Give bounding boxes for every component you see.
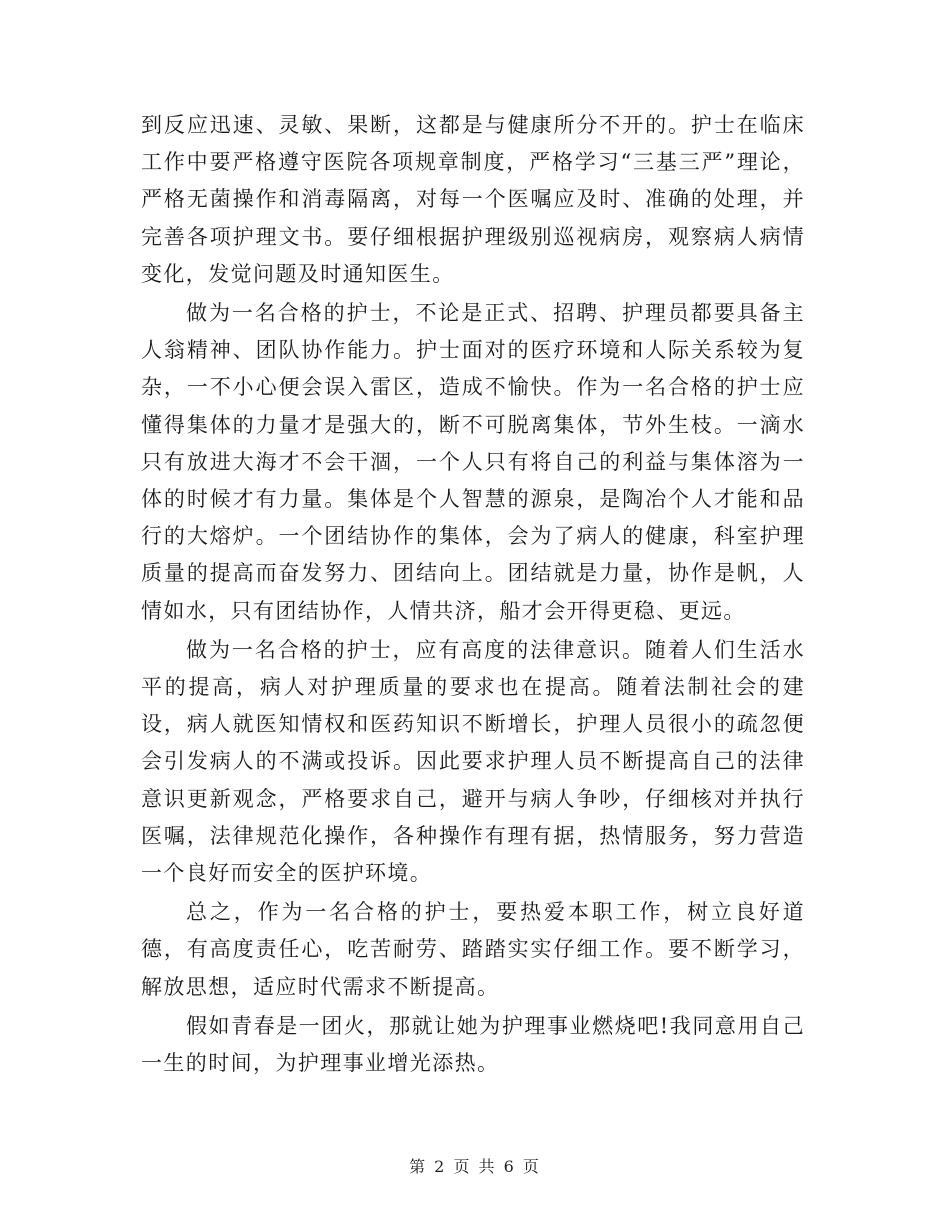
paragraph-1: 到反应迅速、灵敏、果断，这都是与健康所分不开的。护士在临床工作中要严格遵守医院各项规章制度，严格学习“三基三严”理论，严格无菌操作和消毒隔离，对每一个医嘱应及时、准确的处理，并完善各项护理文书。要仔细根据护理级别巡视病房，观察病人病情变化，发觉问题及时通知医生。: [141, 113, 805, 286]
page-number-footer: 第 2 页 共 6 页: [409, 1157, 541, 1176]
paragraph-3: 做为一名合格的护士，应有高度的法律意识。随着人们生活水平的提高，病人对护理质量的要求也在提高。随着法制社会的建设，病人就医知情权和医药知识不断增长，护理人员很小的疏忽便会引发病人的不满或投诉。因此要求护理人员不断提高自己的法律意识更新观念，严格要求自己，避开与病人争吵，仔细核对并执行医嘱，法律规范化操作，各种操作有理有据，热情服务，努力营造一个良好而安全的医护环境。: [141, 637, 805, 886]
paragraph-2: 做为一名合格的护士，不论是正式、招聘、护理员都要具备主人翁精神、团队协作能力。护士面对的医疗环境和人际关系较为复杂，一不小心便会误入雷区，造成不愉快。作为一名合格的护士应懂得集体的力量才是强大的，断不可脱离集体，节外生枝。一滴水只有放进大海才不会干涸，一个人只有将自己的利益与集体溶为一体的时候才有力量。集体是个人智慧的源泉，是陶冶个人才能和品行的大熔炉。一个团结协作的集体，会为了病人的健康，科室护理质量的提高而奋发努力、团结向上。团结就是力量，协作是帆，人情如水，只有团结协作，人情共济，船才会开得更稳、更远。: [141, 301, 805, 623]
paragraph-5: 假如青春是一团火，那就让她为护理事业燃烧吧!我同意用自己一生的时间，为护理事业增光添热。: [141, 1013, 805, 1076]
document-body: [141, 107, 805, 1082]
paragraph-4: 总之，作为一名合格的护士，要热爱本职工作，树立良好道德，有高度责任心，吃苦耐劳、踏踏实实仔细工作。要不断学习，解放思想，适应时代需求不断提高。: [141, 900, 805, 999]
